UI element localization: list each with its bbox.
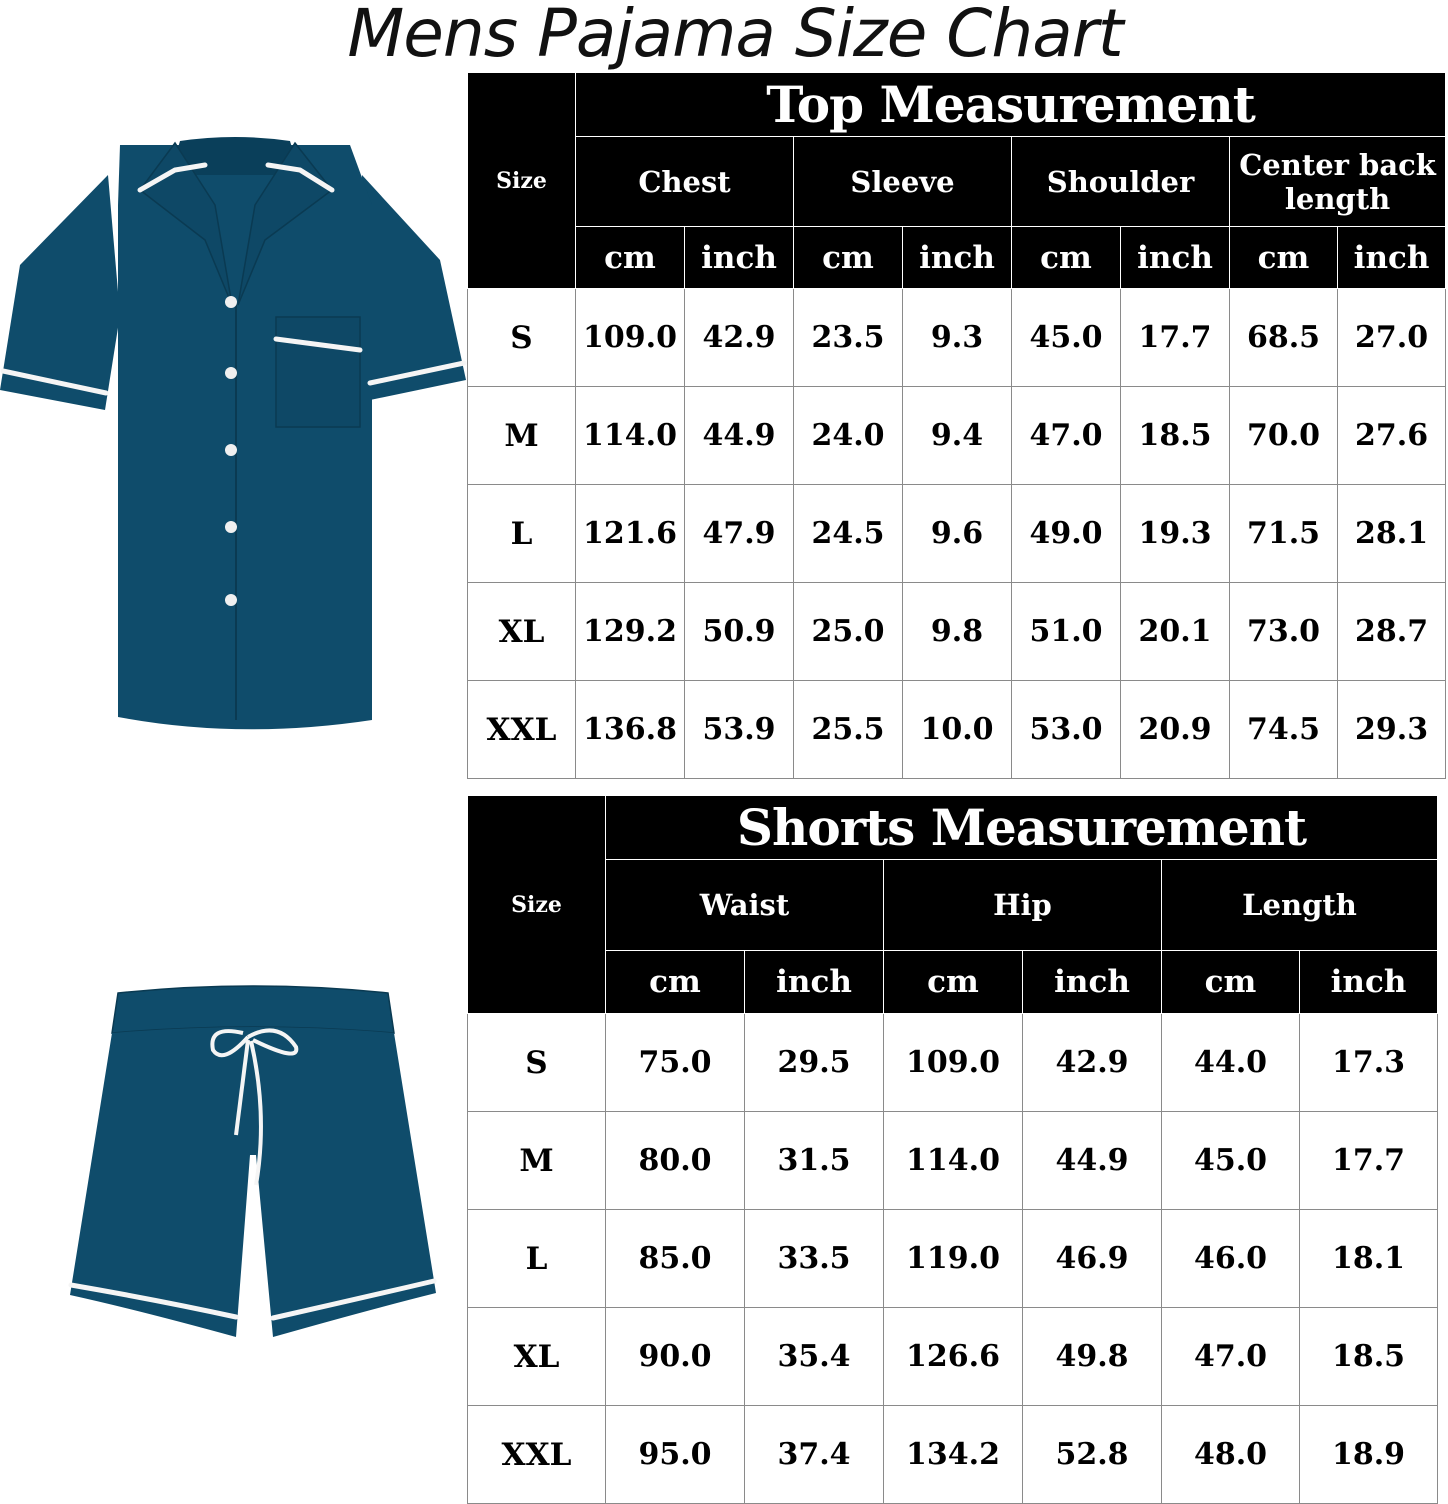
measurement-cell: 33.5: [745, 1210, 884, 1308]
measure-header-chest: Chest: [576, 137, 794, 227]
unit-header: cm: [884, 951, 1023, 1014]
measurement-cell: 71.5: [1230, 485, 1338, 583]
measurement-cell: 9.6: [903, 485, 1012, 583]
unit-header: inch: [1121, 227, 1230, 289]
measurement-cell: 126.6: [884, 1308, 1023, 1406]
size-cell: M: [468, 387, 576, 485]
size-column-header: Size: [468, 73, 576, 289]
measurement-cell: 75.0: [606, 1014, 745, 1112]
measurement-cell: 29.3: [1338, 681, 1446, 779]
measurement-cell: 134.2: [884, 1406, 1023, 1504]
measurement-cell: 28.7: [1338, 583, 1446, 681]
measurement-cell: 46.0: [1162, 1210, 1300, 1308]
measurement-cell: 47.0: [1162, 1308, 1300, 1406]
measurement-cell: 74.5: [1230, 681, 1338, 779]
measurement-cell: 114.0: [884, 1112, 1023, 1210]
measurement-cell: 25.0: [794, 583, 903, 681]
measurement-cell: 44.9: [685, 387, 794, 485]
unit-header: inch: [903, 227, 1012, 289]
shorts-table-body: [468, 1014, 1438, 1504]
measurement-cell: 9.4: [903, 387, 1012, 485]
measurement-cell: 95.0: [606, 1406, 745, 1504]
unit-header: cm: [1230, 227, 1338, 289]
measurement-cell: 24.5: [794, 485, 903, 583]
measurement-cell: 70.0: [1230, 387, 1338, 485]
measurement-cell: 44.9: [1023, 1112, 1162, 1210]
table-row: [468, 1308, 1438, 1406]
shorts-table-title: Shorts Measurement: [606, 796, 1438, 860]
measurement-cell: 45.0: [1012, 289, 1121, 387]
table-row: [468, 583, 1446, 681]
measurement-cell: 19.3: [1121, 485, 1230, 583]
top-table-body: [468, 289, 1446, 779]
measurement-cell: 25.5: [794, 681, 903, 779]
measurement-cell: 129.2: [576, 583, 685, 681]
unit-header: inch: [1338, 227, 1446, 289]
measurement-cell: 17.3: [1300, 1014, 1438, 1112]
measurement-cell: 20.1: [1121, 583, 1230, 681]
top-table-title: Top Measurement: [576, 73, 1446, 137]
measurement-cell: 18.5: [1121, 387, 1230, 485]
unit-header: inch: [1300, 951, 1438, 1014]
measurement-cell: 49.8: [1023, 1308, 1162, 1406]
measurement-cell: 27.6: [1338, 387, 1446, 485]
measurement-cell: 20.9: [1121, 681, 1230, 779]
measurement-cell: 27.0: [1338, 289, 1446, 387]
measurement-cell: 24.0: [794, 387, 903, 485]
shorts-measurement-table: [467, 795, 1438, 1504]
pajama-shirt-image: [0, 135, 470, 740]
measurement-cell: 42.9: [1023, 1014, 1162, 1112]
measure-header-hip: Hip: [884, 860, 1162, 951]
measurement-cell: 9.3: [903, 289, 1012, 387]
page-title: Mens Pajama Size Chart: [347, 0, 1123, 72]
table-row: [468, 387, 1446, 485]
table-row: [468, 485, 1446, 583]
measurement-cell: 114.0: [576, 387, 685, 485]
table-row: [468, 289, 1446, 387]
measurement-cell: 49.0: [1012, 485, 1121, 583]
top-measurement-table: [467, 72, 1446, 779]
size-cell: XL: [468, 583, 576, 681]
size-cell: XXL: [468, 1406, 606, 1504]
unit-header: cm: [1012, 227, 1121, 289]
measurement-cell: 23.5: [794, 289, 903, 387]
size-cell: L: [468, 1210, 606, 1308]
measure-header-shoulder: Shoulder: [1012, 137, 1230, 227]
measurement-cell: 68.5: [1230, 289, 1338, 387]
unit-header: cm: [1162, 951, 1300, 1014]
measurement-cell: 17.7: [1121, 289, 1230, 387]
measurement-cell: 85.0: [606, 1210, 745, 1308]
size-cell: XXL: [468, 681, 576, 779]
size-cell: L: [468, 485, 576, 583]
measurement-cell: 28.1: [1338, 485, 1446, 583]
measurement-cell: 10.0: [903, 681, 1012, 779]
measurement-cell: 73.0: [1230, 583, 1338, 681]
table-row: [468, 1210, 1438, 1308]
measurement-cell: 136.8: [576, 681, 685, 779]
measurement-cell: 90.0: [606, 1308, 745, 1406]
measurement-cell: 80.0: [606, 1112, 745, 1210]
measurement-cell: 18.9: [1300, 1406, 1438, 1504]
measurement-cell: 18.5: [1300, 1308, 1438, 1406]
measurement-cell: 47.0: [1012, 387, 1121, 485]
size-cell: S: [468, 1014, 606, 1112]
unit-header: inch: [745, 951, 884, 1014]
measurement-cell: 44.0: [1162, 1014, 1300, 1112]
unit-header: cm: [794, 227, 903, 289]
measurement-cell: 53.9: [685, 681, 794, 779]
unit-header: inch: [685, 227, 794, 289]
measurement-cell: 47.9: [685, 485, 794, 583]
measurement-cell: 35.4: [745, 1308, 884, 1406]
measurement-cell: 119.0: [884, 1210, 1023, 1308]
measurement-cell: 51.0: [1012, 583, 1121, 681]
size-cell: M: [468, 1112, 606, 1210]
measurement-cell: 31.5: [745, 1112, 884, 1210]
measure-header-sleeve: Sleeve: [794, 137, 1012, 227]
measurement-cell: 52.8: [1023, 1406, 1162, 1504]
measurement-cell: 109.0: [576, 289, 685, 387]
measurement-cell: 53.0: [1012, 681, 1121, 779]
measurement-cell: 45.0: [1162, 1112, 1300, 1210]
measurement-cell: 37.4: [745, 1406, 884, 1504]
unit-header: cm: [576, 227, 685, 289]
measurement-cell: 42.9: [685, 289, 794, 387]
measurement-cell: 29.5: [745, 1014, 884, 1112]
measurement-cell: 9.8: [903, 583, 1012, 681]
size-cell: S: [468, 289, 576, 387]
measurement-cell: 46.9: [1023, 1210, 1162, 1308]
measure-header-waist: Waist: [606, 860, 884, 951]
table-row: [468, 1406, 1438, 1504]
measure-header-center-back-length: Center back length: [1230, 137, 1446, 227]
measurement-cell: 109.0: [884, 1014, 1023, 1112]
table-row: [468, 681, 1446, 779]
size-cell: XL: [468, 1308, 606, 1406]
unit-header: cm: [606, 951, 745, 1014]
measurement-cell: 17.7: [1300, 1112, 1438, 1210]
measurement-cell: 50.9: [685, 583, 794, 681]
table-row: [468, 1112, 1438, 1210]
measurement-cell: 121.6: [576, 485, 685, 583]
size-column-header: Size: [468, 796, 606, 1014]
measurement-cell: 48.0: [1162, 1406, 1300, 1504]
measure-header-length: Length: [1162, 860, 1438, 951]
measurement-cell: 18.1: [1300, 1210, 1438, 1308]
unit-header: inch: [1023, 951, 1162, 1014]
pajama-shorts-image: [68, 985, 440, 1340]
table-row: [468, 1014, 1438, 1112]
